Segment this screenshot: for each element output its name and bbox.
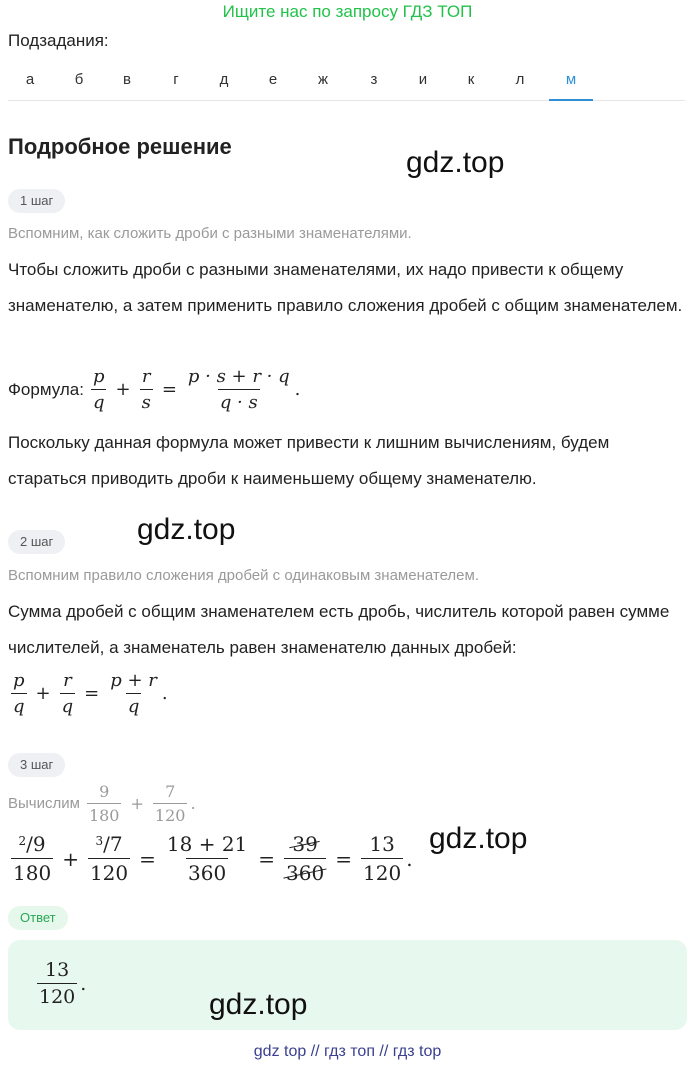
answer-box xyxy=(8,940,687,1030)
cancelled-fraction: $\frac{39}{360}$ xyxy=(286,832,325,885)
answer-value: $\frac{13}{120}$ . xyxy=(39,959,87,1008)
solution-title: Подробное решение xyxy=(8,134,232,159)
step1-formula: Формула: $\frac{p}{q}$ + $\frac{r}{s}$ = $\frac{p \cdot s + r \cdot q}{q \cdot s}$ . xyxy=(8,366,301,413)
step2-formula: $\frac{p}{q}$ + $\frac{r}{q}$ = $\frac{p + r}{q}$ . xyxy=(13,670,168,717)
fraction: $\frac{9}{180}$ xyxy=(88,782,120,825)
watermark: gdz.top xyxy=(137,513,236,546)
step1-text: Чтобы сложить дроби с разными знаменателями, их надо привести к общему знаменателю, а затем применить правило сложения дробей с общим знаменателем. xyxy=(8,260,683,315)
tab-m[interactable]: м xyxy=(549,60,593,101)
fraction: $\frac{^2/9}{180}$ xyxy=(13,832,52,885)
tab-k[interactable]: к xyxy=(467,71,475,88)
step2-text: Сумма дробей с общим знаменателем есть дробь, числитель которой равен сумме числителей, а знаменатель равен знаменателю данных дробей: xyxy=(8,602,670,657)
subtask-tabs xyxy=(8,60,685,101)
step1-hint: Вспомним, как сложить дроби с разными знаменателями. xyxy=(8,225,412,242)
tab-i[interactable]: и xyxy=(418,71,428,88)
fraction: $\frac{7}{120}$ xyxy=(154,782,186,825)
step3-hint: Вычислим $\frac{9}{180}$ + $\frac{7}{120}$ . xyxy=(8,782,196,825)
fraction: $\frac{p + r}{q}$ xyxy=(110,670,157,717)
fraction: $\frac{r}{s}$ xyxy=(141,366,151,413)
tab-d[interactable]: д xyxy=(219,71,229,88)
fraction: $\frac{18 + 21}{360}$ xyxy=(166,832,248,885)
fraction: $\frac{13}{120}$ xyxy=(363,832,402,885)
fraction: $\frac{p \cdot s + r \cdot q}{q \cdot s}$ xyxy=(187,366,290,413)
tab-b[interactable]: б xyxy=(74,71,84,88)
footer-links[interactable]: gdz top // гдз топ // гдз top xyxy=(253,1043,442,1060)
tab-e[interactable]: е xyxy=(268,71,278,88)
tab-g[interactable]: г xyxy=(173,71,179,88)
step3-calculation: $\frac{^2/9}{180}$ + $\frac{^3/7}{120}$ = $\frac{18 + 21}{360}$ = $\frac{39}{360}$ = $\frac{13}{120}$ . xyxy=(13,832,413,885)
fraction: $\frac{r}{q}$ xyxy=(61,670,74,717)
answer-badge: Ответ xyxy=(8,906,68,930)
watermark: gdz.top xyxy=(209,988,308,1021)
step-badge-2: 2 шаг xyxy=(8,530,65,554)
watermark: gdz.top xyxy=(406,146,505,179)
tab-l[interactable]: л xyxy=(515,71,525,88)
fraction: $\frac{p}{q}$ xyxy=(92,366,105,413)
step2-hint: Вспомним правило сложения дробей с одинаковым знаменателем. xyxy=(8,567,479,584)
tab-zh[interactable]: ж xyxy=(317,71,329,88)
tab-z[interactable]: з xyxy=(370,71,378,88)
fraction: $\frac{13}{120}$ xyxy=(39,959,76,1008)
step3-hint-label: Вычислим xyxy=(8,795,80,812)
fraction: $\frac{p}{q}$ xyxy=(13,670,25,717)
fraction: $\frac{^3/7}{120}$ xyxy=(89,832,129,885)
search-banner: Ищите нас по запросу ГДЗ ТОП xyxy=(222,2,473,21)
subtasks-label: Подзадания: xyxy=(8,31,109,50)
watermark: gdz.top xyxy=(429,822,528,855)
step-badge-1: 1 шаг xyxy=(8,189,65,213)
formula-label: Формула: xyxy=(8,379,84,399)
tab-a[interactable]: а xyxy=(25,71,35,88)
step-badge-3: 3 шаг xyxy=(8,753,65,777)
tab-v[interactable]: в xyxy=(123,71,131,88)
step1-text2: Поскольку данная формула может привести к лишним вычислениям, будем стараться приводить дроби к наименьшему общему знаменателю. xyxy=(8,433,610,488)
